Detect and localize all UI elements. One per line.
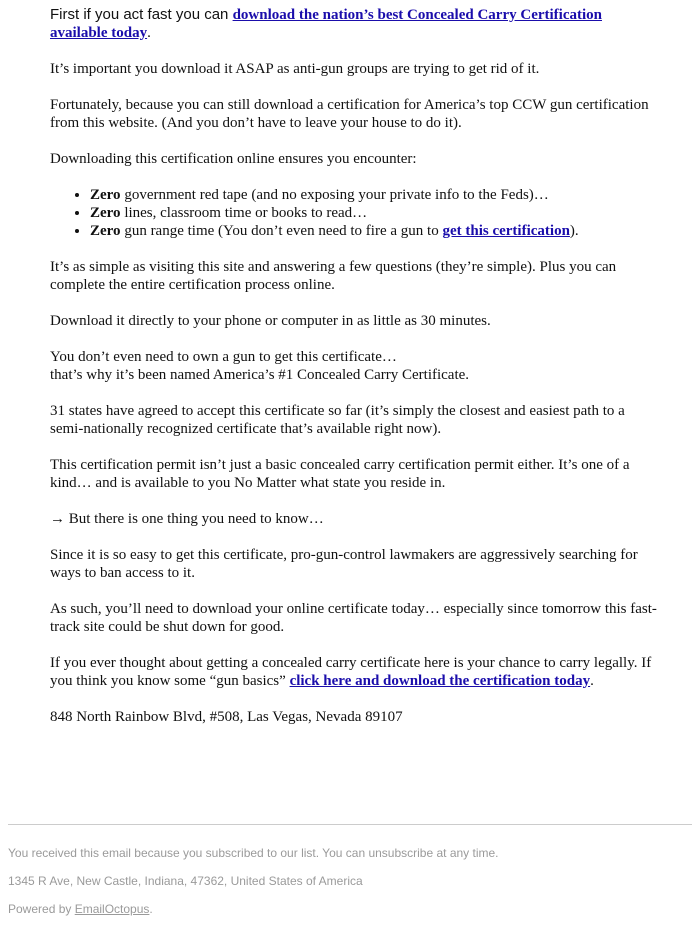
footer-powered-by — [8, 902, 153, 916]
states-paragraph: 31 states have agreed to accept this certificate so far (it’s simply the closest and easiest path to a semi-nationally recognized certificate that’s available right now). — [50, 403, 625, 437]
own-gun-line2: that’s why it’s been named America’s #1 Concealed Carry Certificate. — [50, 367, 470, 383]
footer-address: 1345 R Ave, New Castle, Indiana, 47362, United States of America — [8, 874, 363, 888]
intro-paragraph — [50, 6, 660, 42]
asap-paragraph: It’s important you download it ASAP as anti-gun groups are trying to get rid of it. — [50, 61, 540, 77]
bullet-bold: Zero — [90, 223, 121, 239]
list-item — [90, 186, 660, 204]
list-item — [90, 204, 660, 222]
powered-suffix: . — [149, 902, 153, 916]
intro-lead: First if you act fast you can — [50, 6, 233, 23]
bullet-text: government red tape (and no exposing your private info to the Feds)… — [120, 187, 549, 203]
simple-paragraph: It’s as simple as visiting this site and answering a few questions (they’re simple). Plus you can complete the entire certification process online. — [50, 259, 617, 293]
lawmakers-paragraph: Since it is so easy to get this certificate, pro-gun-control lawmakers are aggressively searching for ways to ban access to it. — [50, 547, 638, 581]
downloading-paragraph: Downloading this certification online ensures you encounter: — [50, 151, 417, 167]
fortunately-paragraph: Fortunately, because you can still download a certification for America’s top CCW gun certification from this website. (And you don’t have to leave your house to do it). — [50, 97, 649, 131]
permit-paragraph: This certification permit isn’t just a basic concealed carry certification permit either. It’s one of a kind… and is available to you No Matter what state you reside in. — [50, 457, 630, 491]
intro-tail: . — [147, 25, 151, 41]
own-gun-paragraph — [50, 348, 660, 384]
bullet-text: lines, classroom time or books to read… — [120, 205, 368, 221]
click-here-download-link[interactable]: click here and download the certification today — [289, 673, 591, 689]
bullet-tail: ). — [569, 223, 579, 239]
chance-tail: . — [590, 673, 594, 689]
as-such-paragraph: As such, you’ll need to download your online certificate today… especially since tomorrow this fast-track site could be shut down for good. — [50, 601, 657, 635]
download-certification-link[interactable]: download the nation’s best Concealed Carry Certification available today — [50, 7, 602, 41]
bullet-bold: Zero — [90, 205, 121, 221]
footer-subscribed-text: You received this email because you subscribed to our list. You can unsubscribe at any time. — [8, 846, 499, 860]
download-direct-paragraph: Download it directly to your phone or computer in as little as 30 minutes. — [50, 313, 491, 329]
email-footer — [8, 824, 692, 916]
bullet-text: gun range time (You don’t even need to fire a gun to — [120, 223, 443, 239]
chance-paragraph — [50, 654, 660, 690]
benefits-list — [50, 186, 660, 240]
sender-address: 848 North Rainbow Blvd, #508, Las Vegas, Nevada 89107 — [50, 709, 403, 725]
chance-text: If you ever thought about getting a concealed carry certificate here is your chance to carry legally. If you think you know some “gun basics” — [50, 655, 652, 689]
email-body — [50, 6, 660, 744]
get-certification-link[interactable]: get this certification — [442, 223, 570, 239]
list-item — [90, 222, 660, 240]
bullet-bold: Zero — [90, 187, 121, 203]
emailoctopus-link[interactable]: EmailOctopus — [74, 902, 150, 916]
own-gun-line1: You don’t even need to own a gun to get this certificate… — [50, 349, 397, 365]
arrow-paragraph: → But there is one thing you need to know… — [50, 511, 324, 527]
powered-prefix: Powered by — [8, 902, 75, 916]
